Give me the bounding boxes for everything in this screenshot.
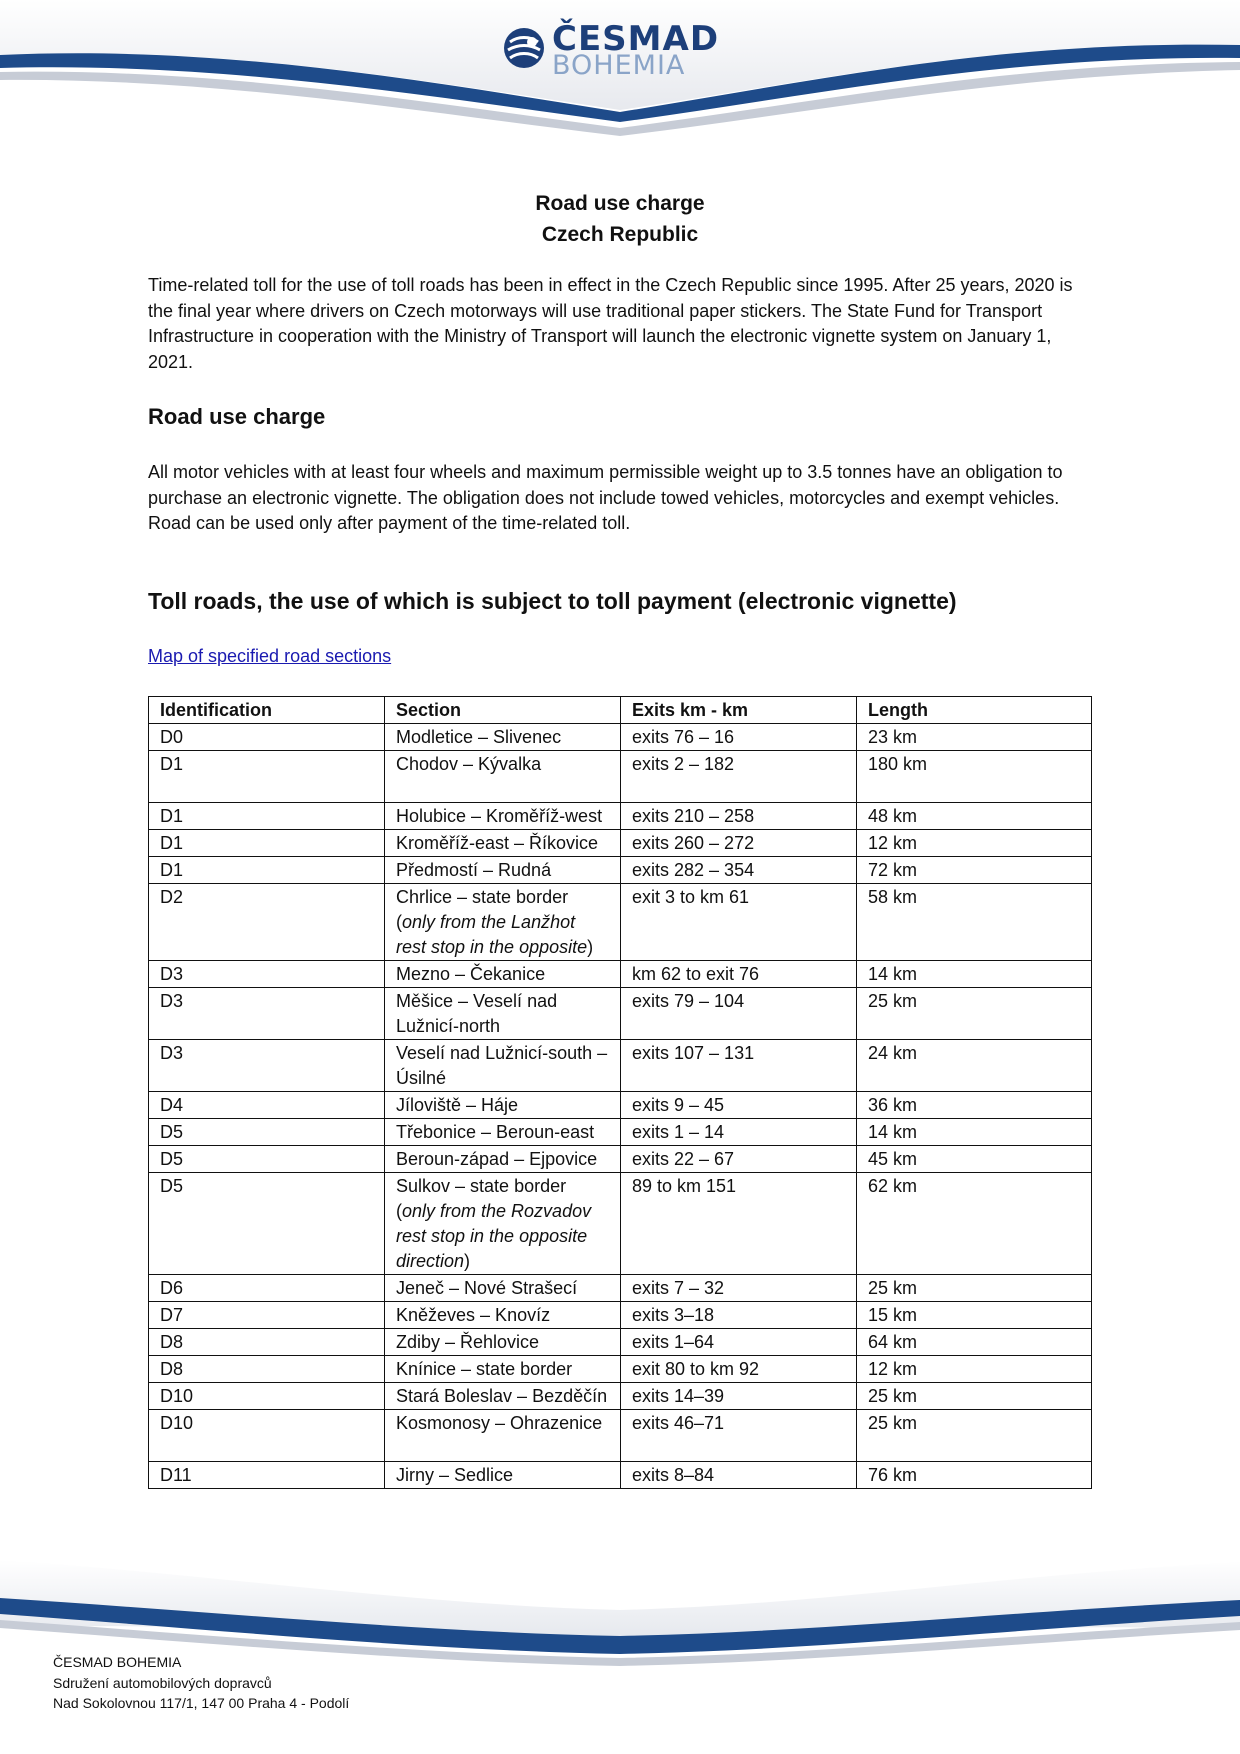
cell-section: Mezno – Čekanice xyxy=(385,961,621,988)
table-row xyxy=(149,857,1092,884)
toll-roads-heading: Toll roads, the use of which is subject to toll payment (electronic vignette) xyxy=(148,588,957,614)
document-title xyxy=(0,188,1240,250)
cell-exits: exits 9 – 45 xyxy=(621,1092,857,1119)
section-note: only from the Rozvadov rest stop in the opposite direction xyxy=(396,1201,592,1271)
cell-exits: 89 to km 151 xyxy=(621,1173,857,1275)
cell-length: 58 km xyxy=(857,884,1092,961)
cell-section: Chodov – Kývalka xyxy=(385,751,621,803)
cell-section: Jíloviště – Háje xyxy=(385,1092,621,1119)
table-row xyxy=(149,724,1092,751)
logo-text-cesmad: ČESMAD xyxy=(552,19,720,59)
cell-id: D11 xyxy=(149,1462,385,1489)
cell-length: 62 km xyxy=(857,1173,1092,1275)
cell-exits: exits 1–64 xyxy=(621,1329,857,1356)
toll-roads-table xyxy=(148,696,1092,1489)
table-row xyxy=(149,1040,1092,1092)
cell-length: 12 km xyxy=(857,830,1092,857)
cesmad-logo xyxy=(502,19,742,81)
cell-id: D8 xyxy=(149,1329,385,1356)
cell-exits: exits 7 – 32 xyxy=(621,1275,857,1302)
cell-section: Předmostí – Rudná xyxy=(385,857,621,884)
toll-roads-section xyxy=(148,588,1088,615)
cell-section: Třebonice – Beroun-east xyxy=(385,1119,621,1146)
cell-length: 180 km xyxy=(857,751,1092,803)
cell-section: Jirny – Sedlice xyxy=(385,1462,621,1489)
cell-section: Knínice – state border xyxy=(385,1356,621,1383)
cell-id: D1 xyxy=(149,830,385,857)
cell-id: D3 xyxy=(149,1040,385,1092)
cell-exits: exits 210 – 258 xyxy=(621,803,857,830)
section-name: Sulkov – state border xyxy=(396,1176,567,1196)
section-name: Chrlice – state border xyxy=(396,887,569,907)
table-header-row xyxy=(149,697,1092,724)
cell-id: D1 xyxy=(149,751,385,803)
table-row xyxy=(149,1173,1092,1275)
footer-address xyxy=(53,1652,349,1714)
cell-section: Sulkov – state border (only from the Rozvadov rest stop in the opposite direction) xyxy=(385,1173,621,1275)
cell-length: 25 km xyxy=(857,1410,1092,1462)
cell-id: D4 xyxy=(149,1092,385,1119)
footer-street-address: Nad Sokolovnou 117/1, 147 00 Praha 4 - Podolí xyxy=(53,1695,350,1711)
cell-exits: exits 260 – 272 xyxy=(621,830,857,857)
cell-id: D5 xyxy=(149,1146,385,1173)
obligation-paragraph: All motor vehicles with at least four wheels and maximum permissible weight up to 3.5 tonnes have an obligation to purchase an electronic vignette. The obligation does not include towed vehicles, motorcycles and exempt vehicles. xyxy=(148,462,1063,508)
cell-exits: exits 107 – 131 xyxy=(621,1040,857,1092)
cell-section: Holubice – Kroměříž-west xyxy=(385,803,621,830)
cell-id: D2 xyxy=(149,884,385,961)
cell-exits: exits 282 – 354 xyxy=(621,857,857,884)
cell-length: 12 km xyxy=(857,1356,1092,1383)
header-length: Length xyxy=(857,697,1092,724)
cell-id: D1 xyxy=(149,803,385,830)
cell-length: 45 km xyxy=(857,1146,1092,1173)
map-link-wrapper xyxy=(148,646,1088,667)
table-row xyxy=(149,830,1092,857)
table-row xyxy=(149,988,1092,1040)
cell-length: 36 km xyxy=(857,1092,1092,1119)
cell-exits: exit 3 to km 61 xyxy=(621,884,857,961)
cell-id: D7 xyxy=(149,1302,385,1329)
cell-length: 76 km xyxy=(857,1462,1092,1489)
cell-length: 72 km xyxy=(857,857,1092,884)
cell-length: 24 km xyxy=(857,1040,1092,1092)
cell-id: D1 xyxy=(149,857,385,884)
cell-section: Jeneč – Nové Strašecí xyxy=(385,1275,621,1302)
cell-section: Veselí nad Lužnicí-south – Úsilné xyxy=(385,1040,621,1092)
cell-section: Zdiby – Řehlovice xyxy=(385,1329,621,1356)
table-row xyxy=(149,1356,1092,1383)
cell-exits: exits 22 – 67 xyxy=(621,1146,857,1173)
cell-exits: exit 80 to km 92 xyxy=(621,1356,857,1383)
table-row xyxy=(149,1410,1092,1462)
header-section: Section xyxy=(385,697,621,724)
cell-exits: exits 76 – 16 xyxy=(621,724,857,751)
header-identification: Identification xyxy=(149,697,385,724)
footer-association: Sdružení automobilových dopravců xyxy=(53,1674,272,1691)
intro-section xyxy=(148,273,1088,375)
footer-company: ČESMAD BOHEMIA xyxy=(53,1654,182,1670)
title-line-1: Road use charge xyxy=(535,192,705,215)
cell-exits: exits 2 – 182 xyxy=(621,751,857,803)
globe-logo-icon xyxy=(502,26,546,70)
cell-length: 14 km xyxy=(857,961,1092,988)
cell-id: D5 xyxy=(149,1173,385,1275)
table-row xyxy=(149,1275,1092,1302)
obligation-section xyxy=(148,460,1088,537)
cell-section: Měšice – Veselí nad Lužnicí-north xyxy=(385,988,621,1040)
cell-length: 25 km xyxy=(857,1275,1092,1302)
payment-note: Road can be used only after payment of the time-related toll. xyxy=(148,513,631,533)
table-row xyxy=(149,1302,1092,1329)
map-of-road-sections-link[interactable]: Map of specified road sections xyxy=(148,646,392,666)
cell-id: D5 xyxy=(149,1119,385,1146)
road-use-charge-section xyxy=(148,404,1088,430)
table-row xyxy=(149,884,1092,961)
table-row xyxy=(149,961,1092,988)
cell-section: Beroun-západ – Ejpovice xyxy=(385,1146,621,1173)
cell-id: D8 xyxy=(149,1356,385,1383)
cell-length: 23 km xyxy=(857,724,1092,751)
cell-id: D3 xyxy=(149,961,385,988)
cell-exits: exits 79 – 104 xyxy=(621,988,857,1040)
cell-length: 64 km xyxy=(857,1329,1092,1356)
table-row xyxy=(149,1119,1092,1146)
cell-section: Kroměříž-east – Říkovice xyxy=(385,830,621,857)
cell-exits: exits 3–18 xyxy=(621,1302,857,1329)
section-note: only from the Lanžhot rest stop in the opposite xyxy=(396,912,588,957)
cell-section: Stará Boleslav – Bezděčín xyxy=(385,1383,621,1410)
cell-exits: km 62 to exit 76 xyxy=(621,961,857,988)
cell-section: Modletice – Slivenec xyxy=(385,724,621,751)
cell-section: Kněževes – Knovíz xyxy=(385,1302,621,1329)
table-row xyxy=(149,1329,1092,1356)
cell-section: Kosmonosy – Ohrazenice xyxy=(385,1410,621,1462)
logo-text-bohemia: BOHEMIA xyxy=(552,50,686,81)
cell-exits: exits 8–84 xyxy=(621,1462,857,1489)
cell-length: 15 km xyxy=(857,1302,1092,1329)
cell-exits: exits 14–39 xyxy=(621,1383,857,1410)
cell-length: 48 km xyxy=(857,803,1092,830)
cell-length: 14 km xyxy=(857,1119,1092,1146)
cell-length: 25 km xyxy=(857,1383,1092,1410)
cell-id: D10 xyxy=(149,1383,385,1410)
intro-paragraph: Time-related toll for the use of toll roads has been in effect in the Czech Republic since 1995. After 25 years, 2020 is the final year where drivers on Czech motorways will use traditional paper stickers. The State Fund for Transport Infrastructure in cooperation with the Ministry of Transport will launch the electronic vignette system on January 1, 2021. xyxy=(148,275,1073,372)
cell-id: D6 xyxy=(149,1275,385,1302)
table-row xyxy=(149,751,1092,803)
cell-exits: exits 1 – 14 xyxy=(621,1119,857,1146)
cell-length: 25 km xyxy=(857,988,1092,1040)
road-use-charge-heading: Road use charge xyxy=(148,404,326,429)
header-exits: Exits km - km xyxy=(621,697,857,724)
cell-id: D10 xyxy=(149,1410,385,1462)
cell-section: Chrlice – state border (only from the Lanžhot rest stop in the opposite) xyxy=(385,884,621,961)
cell-exits: exits 46–71 xyxy=(621,1410,857,1462)
table-row xyxy=(149,1146,1092,1173)
cell-id: D0 xyxy=(149,724,385,751)
table-row xyxy=(149,1092,1092,1119)
title-line-2: Czech Republic xyxy=(541,223,699,246)
cell-id: D3 xyxy=(149,988,385,1040)
table-row xyxy=(149,803,1092,830)
table-row xyxy=(149,1462,1092,1489)
table-row xyxy=(149,1383,1092,1410)
